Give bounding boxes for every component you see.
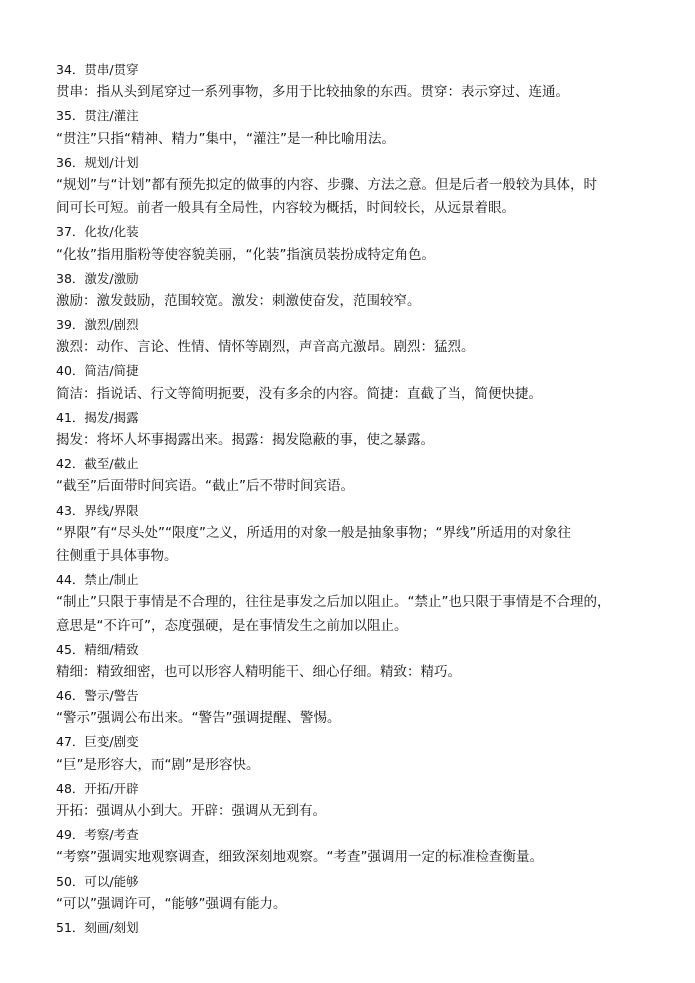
entry-heading (56, 777, 659, 800)
entry-explanation-line: 精细：精致细密，也可以形容人精明能干、细心仔细。精致：精巧。 (56, 663, 461, 680)
entry-explanation-line: 间可长可短。前者一般具有全局性，内容较为概括，时间较长，从远景着眼。 (56, 200, 515, 217)
entry-heading (56, 151, 659, 174)
entry-heading (56, 359, 659, 382)
entry-number: 42． (56, 456, 85, 472)
entry-heading (56, 730, 659, 753)
word-pair-entry (56, 452, 659, 498)
word-pair-entry (56, 684, 659, 730)
entry-explanation-line: “可以”强调许可，“能够”强调有能力。 (56, 895, 287, 912)
entry-title: 揭发/揭露 (84, 409, 139, 425)
entry-number: 36． (56, 154, 85, 170)
entry-explanation-line: “巨”是形容大，而“剧”是形容快。 (56, 756, 260, 773)
entry-explanation-line: “贯注”只指“精神、精力”集中，“灌注”是一种比喻用法。 (56, 130, 395, 147)
entry-number: 43． (56, 502, 85, 518)
entry-explanation-line: “化妆”指用脂粉等使容貌美丽，“化装”指演员装扮成特定角色。 (56, 246, 435, 263)
entry-number: 34． (56, 62, 85, 77)
entry-explanation-line: 激励：激发鼓励，范围较宽。激发：刺激使奋发，范围较窄。 (56, 292, 421, 309)
entry-number: 49． (56, 827, 85, 843)
entry-title: 警示/警告 (84, 688, 139, 704)
word-pair-entry (56, 58, 659, 104)
entry-title: 简洁/简捷 (84, 363, 139, 379)
entry-explanation-line: 往侧重于具体事物。 (56, 547, 178, 564)
entry-explanation-line: “截至”后面带时间宾语。“截止”后不带时间宾语。 (56, 478, 354, 495)
entry-heading (56, 58, 659, 81)
word-pair-entry (56, 267, 659, 313)
entry-heading (56, 638, 659, 661)
word-pair-entry (56, 777, 659, 823)
entry-title: 禁止/制止 (84, 572, 139, 588)
entry-heading (56, 684, 659, 707)
entry-title: 巨变/剧变 (84, 734, 139, 750)
entry-heading (56, 568, 659, 591)
entry-title: 界线/界限 (84, 502, 139, 518)
entry-number: 35． (56, 108, 85, 124)
entry-title: 可以/能够 (84, 873, 139, 889)
entry-explanation-line: “界限”有“尽头处”“限度”之义，所适用的对象一般是抽象事物；“界线”所适用的对象往 (56, 524, 571, 541)
word-pair-entry (56, 104, 659, 150)
entry-heading (56, 104, 659, 127)
word-pair-entry (56, 220, 659, 266)
entry-title: 贯注/灌注 (84, 108, 139, 124)
entry-title: 开拓/开辟 (84, 780, 139, 796)
entry-number: 39． (56, 317, 85, 333)
entry-title: 刻画/刻划 (84, 919, 139, 935)
entry-title: 激烈/剧烈 (84, 317, 139, 333)
entry-explanation-line: 激烈：动作、言论、性情、情怀等剧烈，声音高亢激昂。剧烈：猛烈。 (56, 339, 475, 356)
entry-number: 41． (56, 409, 85, 425)
entry-number: 44． (56, 572, 85, 588)
entry-heading (56, 406, 659, 429)
word-pair-entry (56, 638, 659, 684)
word-pair-entry (56, 359, 659, 405)
entry-title: 精细/精致 (84, 641, 139, 657)
word-pair-entry (56, 151, 659, 221)
entry-explanation-line: 意思是“不许可”，态度强硬，是在事情发生之前加以阻止。 (56, 617, 408, 634)
entry-number: 38． (56, 270, 85, 286)
entry-heading (56, 916, 659, 939)
entry-heading (56, 870, 659, 893)
word-pair-entry (56, 568, 659, 638)
word-pair-entry (56, 499, 659, 569)
entry-number: 47． (56, 734, 85, 750)
entry-heading (56, 267, 659, 290)
entry-number: 45． (56, 641, 85, 657)
entry-title: 截至/截止 (84, 456, 139, 472)
word-pair-entry (56, 916, 659, 939)
word-pair-entry (56, 823, 659, 869)
entry-heading (56, 452, 659, 475)
entry-number: 51． (56, 919, 85, 935)
entry-number: 48． (56, 780, 85, 796)
word-pair-entry (56, 406, 659, 452)
entry-explanation-line: “制止”只限于事情是不合理的，往往是事发之后加以阻止。“禁止”也只限于事情是不合理的， (56, 594, 611, 611)
entry-heading (56, 313, 659, 336)
entry-title: 规划/计划 (84, 154, 139, 170)
entry-heading (56, 823, 659, 846)
entry-explanation-line: “规划”与“计划”都有预先拟定的做事的内容、步骤、方法之意。但是后者一般较为具体，时 (56, 176, 597, 193)
entry-number: 46． (56, 688, 85, 704)
entry-number: 50． (56, 873, 85, 889)
entry-explanation-line: 简洁：指说话、行文等简明扼要，没有多余的内容。简捷：直截了当，简便快捷。 (56, 385, 542, 402)
entry-title: 考察/考查 (84, 827, 139, 843)
entry-number: 40． (56, 363, 85, 379)
entry-explanation-line: “考察”强调实地观察调查，细致深刻地观察。“考查”强调用一定的标准检查衡量。 (56, 849, 543, 866)
entry-explanation-line: “警示”强调公布出来。“警告”强调提醒、警惕。 (56, 710, 341, 727)
entry-title: 化妆/化装 (84, 224, 139, 240)
word-pair-entry (56, 870, 659, 916)
word-pair-entry (56, 313, 659, 359)
entry-number: 37． (56, 224, 85, 240)
entry-explanation-line: 揭发：将坏人坏事揭露出来。揭露：揭发隐蔽的事，使之暴露。 (56, 432, 434, 448)
entry-heading (56, 220, 659, 243)
entry-title: 激发/激励 (84, 270, 139, 286)
entry-heading (56, 499, 659, 522)
entry-explanation-line: 贯串：指从头到尾穿过一系列事物，多用于比较抽象的东西。贯穿：表示穿过、连通。 (56, 84, 569, 101)
word-pair-entry (56, 730, 659, 776)
entry-title: 贯串/贯穿 (84, 62, 139, 77)
entry-explanation-line: 开拓：强调从小到大。开辟：强调从无到有。 (56, 803, 326, 819)
